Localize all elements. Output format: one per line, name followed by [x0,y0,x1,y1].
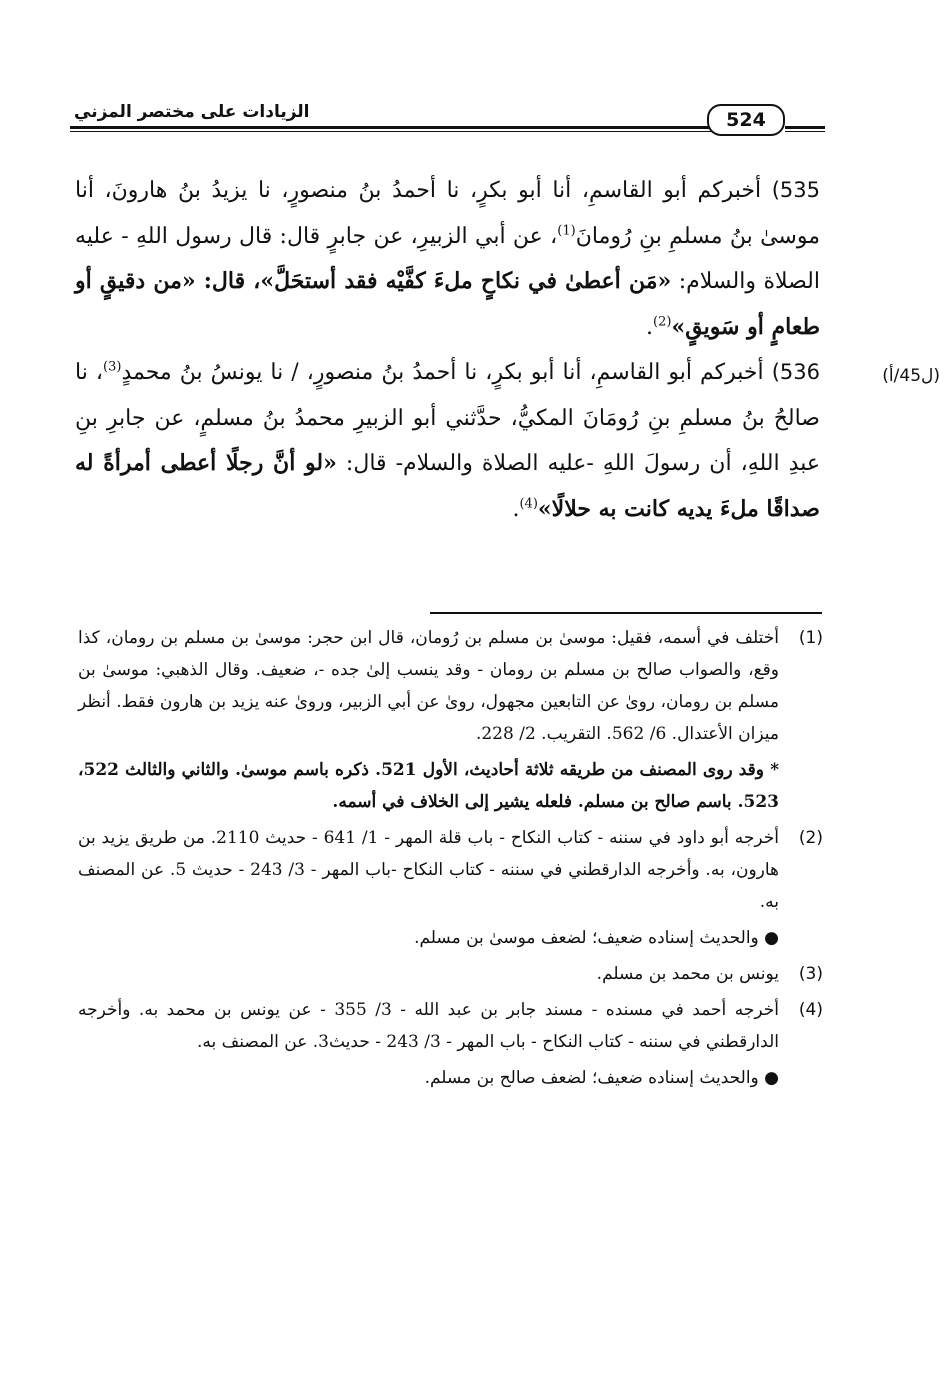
hadith-number: 535) [771,178,820,202]
footnote-1-remark: * وقد روى المصنف من طريقه ثلاثة أحاديث، الأول 521. ذكره باسم موسىٰ. والثاني والثالث 522، 523. باسم صالح بن مسلم. فلعله يشير إلى الخلاف في أسمه. [78,760,779,812]
footnote-3 [78,958,823,990]
footnote-ref[interactable]: (3) [103,359,122,375]
footnote-number: (3) [798,964,823,984]
footnote-number: (1) [798,628,823,648]
header-rule-tail [785,126,825,129]
isnad: أخبركم أبو القاسمِ، أنا أبو بكرٍ، نا أحمدُ بنُ منصورٍ، / نا يونسُ بنُ محمدٍ [121,360,764,385]
header-rule-thin [70,131,777,132]
footnote-separator [430,612,822,614]
footnote-text: أختلف في أسمه، فقيل: موسىٰ بن مسلم بن رُومان، قال ابن حجر: موسىٰ بن مسلم بن رومان، كذا وقع، والصواب صالح بن مسلم بن رومان - وقد ينسب إلىٰ جده -، ضعيف. وقال الذهبي: موسىٰ بن مسلم بن رومان، روىٰ عن التابعين مجهول، روىٰ عن أبي الزبير، وروىٰ عنه يزيد بن هارون فقط. أنظر ميزان الأعتدال. 6/ 562. التقريب. 2/ 228. [78,628,779,744]
footnote-2 [78,822,823,918]
isnad-continued: ، نا صالحُ بنُ مسلمِ بنِ رُومَانَ المكيُّ، حدَّثني أبو الزبيرِ محمدُ بنُ مسلمٍ، عن جابرِ بنِ عبدِ اللهِ، أن رسولَ اللهِ -عليه الصلاة والسلام- قال: [75,360,820,476]
footnote-number: (2) [798,828,823,848]
footnote-ref[interactable]: (4) [519,496,538,512]
footnote-ref[interactable]: (2) [653,314,672,330]
footnote-number: (4) [798,1000,823,1020]
page-number: 524 [707,104,785,136]
footnote-1 [78,622,823,750]
hadith-536 [75,350,820,532]
header-rule-tail-thin [785,131,825,132]
main-text [75,168,820,532]
footnote-4 [78,994,823,1058]
page-header [70,100,825,140]
header-rule [70,126,777,129]
hadith-535 [75,168,820,350]
footnotes [78,622,823,1098]
footnote-4-grading: ● والحديث إسناده ضعيف؛ لضعف صالح بن مسلم. [424,1068,779,1088]
isnad: أخبركم أبو القاسمِ، أنا أبو بكرٍ، نا أحمدُ بنُ منصورٍ، نا يزيدُ بنُ هارونَ، أنا موسىٰ بنُ مسلمِ بنِ رُومانَ [75,178,821,249]
manuscript-folio-note: (ل45/أ) [882,366,940,386]
footnote-text: أخرجه أبو داود في سننه - كتاب النكاح - باب قلة المهر - 1/ 641 - حديث 2110. من طريق يزيد بن هارون، به. وأخرجه الدارقطني في سننه - كتاب النكاح -باب المهر - 3/ 243 - حديث 5. عن المصنف به. [78,828,780,912]
hadith-number: 536) [771,360,820,384]
end-mark: . [646,314,654,340]
footnote-text: أخرجه أحمد في مسنده - مسند جابر بن عبد الله - 3/ 355 - عن يونس بن محمد به. وأخرجه الدارقطني في سننه - كتاب النكاح - باب المهر - 3/ 243 - حديث3. عن المصنف به. [78,1000,779,1052]
isnad-continued: ، عن أبي الزبيرِ، عن جابرٍ قال: قال رسول اللهِ - عليه الصلاة والسلام: [75,223,820,294]
footnote-2-grading: ● والحديث إسناده ضعيف؛ لضعف موسىٰ بن مسلم. [414,928,779,948]
footnote-ref[interactable]: (1) [557,223,576,239]
matn: «مَن أعطىٰ في نكاحٍ ملءَ كفَّيْه فقد أستحَلَّ»، قال: «من دقيقٍ أو طعامٍ أو سَويقٍ» [75,268,820,340]
end-mark: . [512,496,520,522]
matn: «لو أنَّ رجلًا أعطى أمرأةً له صداقًا ملءَ يديه كانت به حلالًا» [75,450,820,522]
footnote-text: يونس بن محمد بن مسلم. [596,964,779,984]
running-title: الزيادات على مختصر المزني [70,100,314,124]
